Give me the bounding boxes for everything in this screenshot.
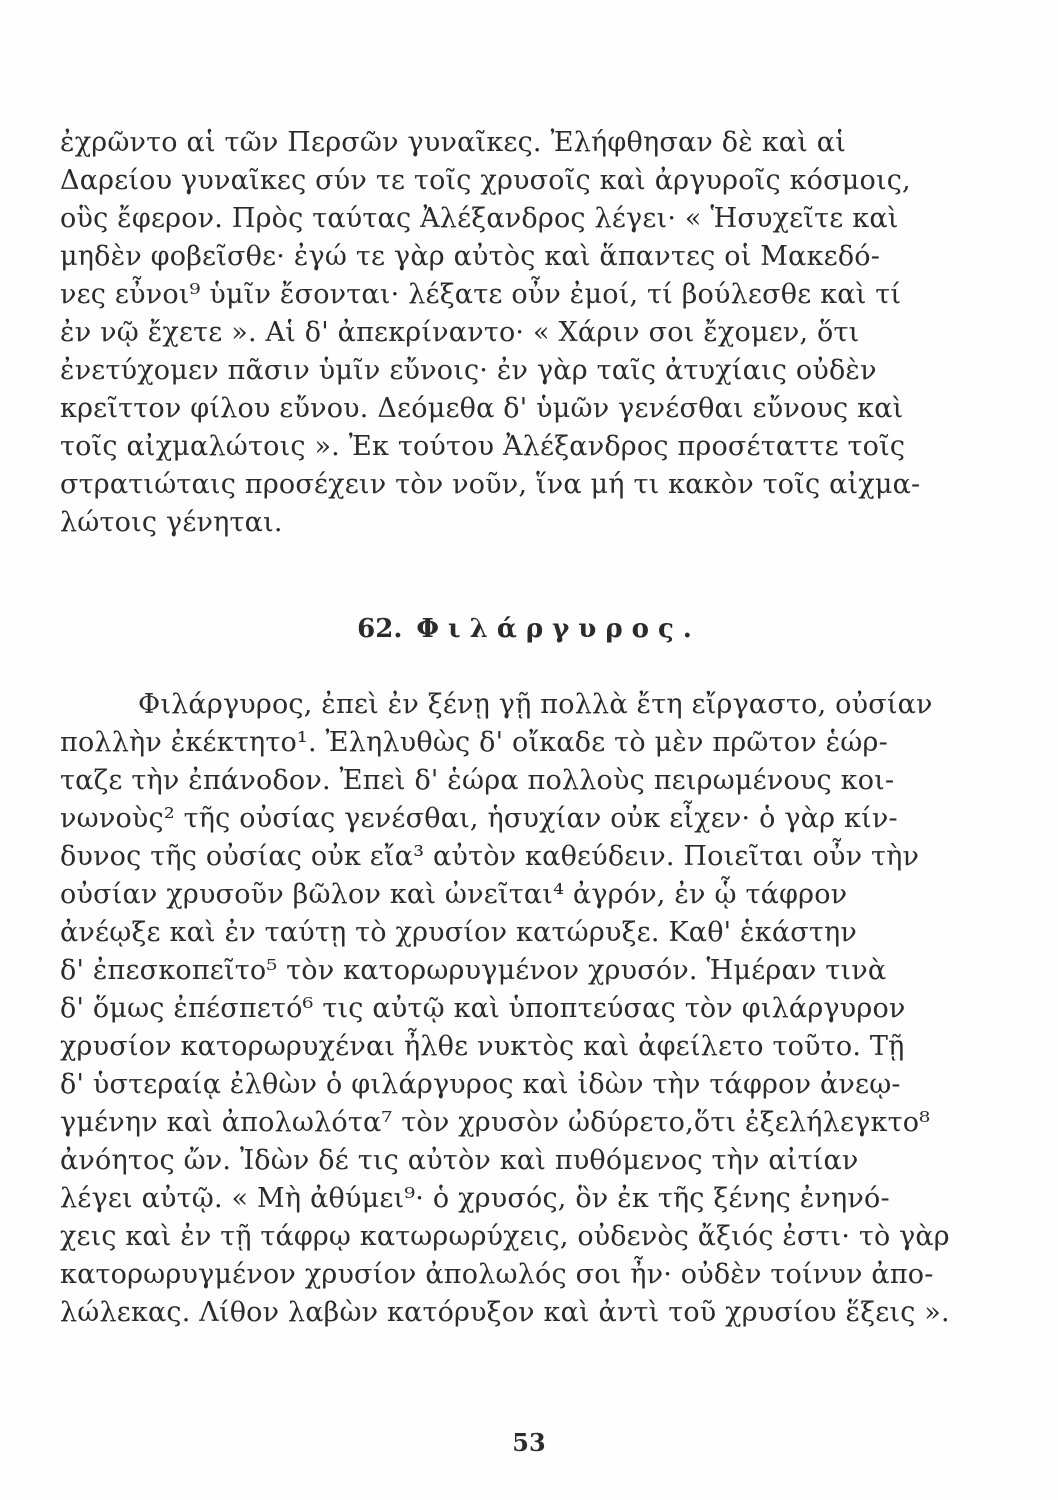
paragraph-persian-women [60,124,950,542]
paragraph-miser [60,686,950,1332]
text-line: χεις καὶ ἐν τῇ τάφρῳ κατωρωρύχεις, οὐδενὸς ἄξιός ἐστι· τὸ γὰρ [60,1221,950,1252]
section-title: Φιλάργυρος. [416,614,701,644]
text-line: Φιλάργυρος, ἐπεὶ ἐν ξένῃ γῇ πολλὰ ἔτη εἴργαστο, οὐσίαν [138,689,933,720]
text-line: λέγει αὐτῷ. « Μὴ ἀθύμει⁹· ὁ χρυσός, ὃν ἐκ τῆς ξένης ἐνηνό- [60,1183,890,1214]
text-line: ἀνέῳξε καὶ ἐν ταύτῃ τὸ χρυσίον κατώρυξε. Καθ' ἑκάστην [60,917,858,948]
text-line: κρεῖττον φίλου εὔνου. Δεόμεθα δ' ὑμῶν γενέσθαι εὔνους καὶ [60,393,904,424]
text-line: νες εὖνοι⁹ ὑμῖν ἔσονται· λέξατε οὖν ἐμοί, τί βούλεσθε καὶ τί [60,279,902,310]
text-line: ἐνετύχομεν πᾶσιν ὑμῖν εὔνοις· ἐν γὰρ ταῖς ἀτυχίαις οὐδὲν [60,355,877,386]
text-line: κατορωρυγμένον χρυσίον ἀπολωλός σοι ἦν· οὐδὲν τοίνυν ἀπο- [60,1259,934,1290]
text-line: οὓς ἔφερον. Πρὸς ταύτας Ἀλέξανδρος λέγει· « Ἡσυχεῖτε καὶ [60,203,899,234]
text-line: πολλὴν ἐκέκτητο¹. Ἐληλυθὼς δ' οἴκαδε τὸ μὲν πρῶτον ἑώρ- [60,727,888,758]
text-line: δ' ὑστεραίᾳ ἐλθὼν ὁ φιλάργυρος καὶ ἰδὼν τὴν τάφρον ἀνεῳ- [60,1069,901,1100]
text-line: μηδὲν φοβεῖσθε· ἐγώ τε γὰρ αὐτὸς καὶ ἅπαντες οἱ Μακεδό- [60,241,881,272]
section-heading [0,614,1058,644]
text-line: νωνοὺς² τῆς οὐσίας γενέσθαι, ἡσυχίαν οὐκ εἶχεν· ὁ γὰρ κίν- [60,803,898,834]
text-line: στρατιώταις προσέχειν τὸν νοῦν, ἵνα μή τι κακὸν τοῖς αἰχμα- [60,469,921,500]
text-line: χρυσίον κατορωρυχέναι ἦλθε νυκτὸς καὶ ἀφείλετο τοῦτο. Τῇ [60,1031,905,1062]
text-line: δ' ὅμως ἐπέσπετό⁶ τις αὐτῷ καὶ ὑποπτεύσας τὸν φιλάργυρον [60,993,906,1024]
text-line: οὐσίαν χρυσοῦν βῶλον καὶ ὠνεῖται⁴ ἀγρόν, ἐν ᾧ τάφρον [60,879,848,910]
text-line: δυνος τῆς οὐσίας οὐκ εἴα³ αὐτὸν καθεύδειν. Ποιεῖται οὖν τὴν [60,841,920,872]
text-line: ταζε τὴν ἐπάνοδον. Ἐπεὶ δ' ἑώρα πολλοὺς πειρωμένους κοι- [60,765,895,796]
text-line: Δαρείου γυναῖκες σύν τε τοῖς χρυσοῖς καὶ ἀργυροῖς κόσμοις, [60,165,911,196]
text-line: γμένην καὶ ἀπολωλότα⁷ τὸν χρυσὸν ὠδύρετο,ὅτι ἐξελήλεγκτο⁸ [60,1107,931,1138]
section-number: 62. [357,614,403,644]
text-line: ἀνόητος ὤν. Ἰδὼν δέ τις αὐτὸν καὶ πυθόμενος τὴν αἰτίαν [60,1145,859,1176]
text-line: λώλεκας. Λίθον λαβὼν κατόρυξον καὶ ἀντὶ τοῦ χρυσίου ἕξεις ». [60,1297,950,1328]
text-line: ἐν νῷ ἔχετε ». Αἱ δ' ἀπεκρίναντο· « Χάριν σοι ἔχομεν, ὅτι [60,317,860,348]
text-line: τοῖς αἰχμαλώτοις ». Ἐκ τούτου Ἀλέξανδρος προσέταττε τοῖς [60,431,906,462]
text-line: ἐχρῶντο αἱ τῶν Περσῶν γυναῖκες. Ἐλήφθησαν δὲ καὶ αἱ [60,127,847,158]
text-line: δ' ἐπεσκοπεῖτο⁵ τὸν κατορωρυγμένον χρυσόν. Ἡμέραν τινὰ [60,955,887,986]
text-line: λώτοις γένηται. [60,507,283,538]
page-number: 53 [512,1428,546,1457]
